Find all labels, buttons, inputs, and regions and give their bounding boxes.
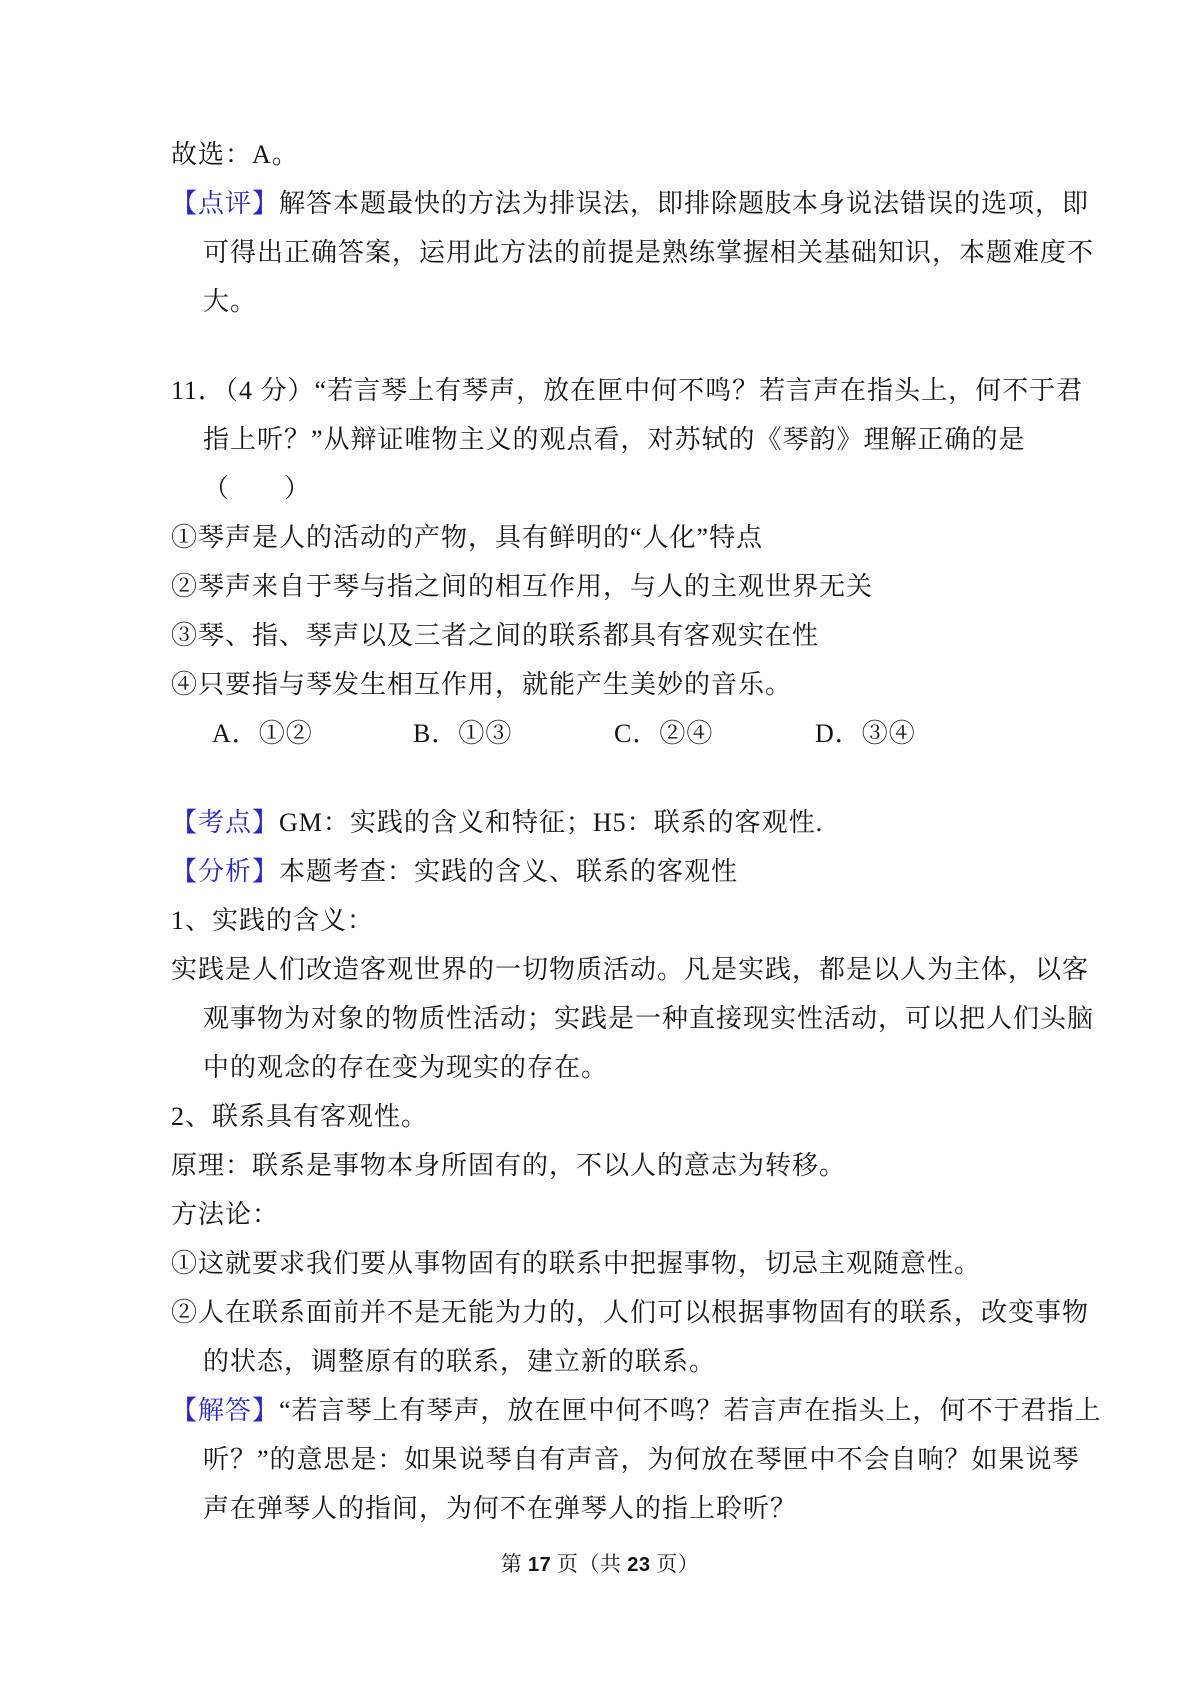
- exam-point-line: [171, 798, 1071, 847]
- methodology-line-1: ①这就要求我们要从事物固有的联系中把握事物，切忌主观随意性。: [171, 1249, 982, 1278]
- question-11-answer-blank: （ ）: [203, 474, 312, 503]
- footer-middle: 页（共: [551, 1552, 628, 1576]
- comment-text-line-3: 大。: [203, 287, 258, 316]
- option-b: B．①③: [413, 719, 513, 748]
- methodology-line-2: ②人在联系面前并不是无能为力的，人们可以根据事物固有的联系，改变事物: [171, 1298, 1090, 1327]
- options-row: [171, 709, 1071, 758]
- option-a: A．①②: [212, 719, 313, 748]
- page-footer: [0, 1544, 1200, 1585]
- principle-line: 原理：联系是事物本身所固有的，不以人的意志为转移。: [171, 1151, 847, 1180]
- footer-prefix: 第: [500, 1552, 528, 1576]
- comment-text-line-2: 可得出正确答案，运用此方法的前提是熟练掌握相关基础知识，本题难度不: [203, 238, 1095, 267]
- solution-text-line-2: 听？”的意思是：如果说琴自有声音，为何放在琴匣中不会自响？如果说琴: [203, 1445, 1080, 1474]
- spacer: [171, 326, 1071, 366]
- point-1-text-line-3: 中的观念的存在变为现实的存在。: [203, 1053, 609, 1082]
- statement-1: ①琴声是人的活动的产物，具有鲜明的“人化”特点: [171, 523, 764, 552]
- methodology-line-3: 的状态，调整原有的联系，建立新的联系。: [203, 1347, 717, 1376]
- solution-label: 【解答】: [171, 1396, 280, 1425]
- comment-text-line-1: 解答本题最快的方法为排误法，即排除题肢本身说法错误的选项，即: [279, 189, 1090, 218]
- solution-text-line-1: “若言琴上有琴声，放在匣中何不鸣？若言声在指头上，何不于君指上: [279, 1396, 1102, 1425]
- point-1-title: 1、实践的含义：: [171, 906, 375, 935]
- option-d: D．③④: [815, 719, 916, 748]
- point-1-text-line-1: 实践是人们改造客观世界的一切物质活动。凡是实践，都是以人为主体，以客: [171, 955, 1090, 984]
- spacer: [171, 758, 1071, 798]
- statement-4: ④只要指与琴发生相互作用，就能产生美妙的音乐。: [171, 670, 793, 699]
- exam-point-label: 【考点】: [171, 808, 280, 837]
- solution-text-line-3: 声在弹琴人的指间，为何不在弹琴人的指上聆听？: [203, 1494, 798, 1523]
- comment-paragraph-first-line: [171, 179, 1090, 228]
- point-1-text-line-2: 观事物为对象的物质性活动；实践是一种直接现实性活动，可以把人们头脑: [203, 1004, 1095, 1033]
- methodology-title: 方法论：: [171, 1200, 280, 1229]
- analysis-label: 【分析】: [171, 857, 280, 886]
- statement-2: ②琴声来自于琴与指之间的相互作用，与人的主观世界无关: [171, 572, 874, 601]
- answer-choice-line: 故选：A。: [171, 140, 299, 169]
- solution-first-line: [171, 1386, 1102, 1435]
- analysis-text: 本题考查：实践的含义、联系的客观性: [279, 857, 739, 886]
- footer-total-pages: 23: [627, 1554, 651, 1576]
- footer-page-number: 17: [528, 1554, 552, 1576]
- option-c: C．②④: [614, 719, 714, 748]
- point-2-title: 2、联系具有客观性。: [171, 1102, 429, 1131]
- statement-3: ③琴、指、琴声以及三者之间的联系都具有客观实在性: [171, 621, 820, 650]
- question-11-stem-line-1: 11．（4 分）“若言琴上有琴声，放在匣中何不鸣？若言声在指头上，何不于君: [171, 376, 1084, 405]
- question-11-stem-line-2: 指上听？”从辩证唯物主义的观点看，对苏轼的《琴韵》理解正确的是: [203, 425, 1026, 454]
- analysis-line: [171, 847, 1071, 896]
- answer-sheet-content: [171, 130, 1102, 1533]
- comment-label: 【点评】: [171, 189, 280, 218]
- footer-suffix: 页）: [650, 1552, 700, 1576]
- exam-point-text: GM：实践的含义和特征；H5：联系的客观性.: [279, 808, 824, 837]
